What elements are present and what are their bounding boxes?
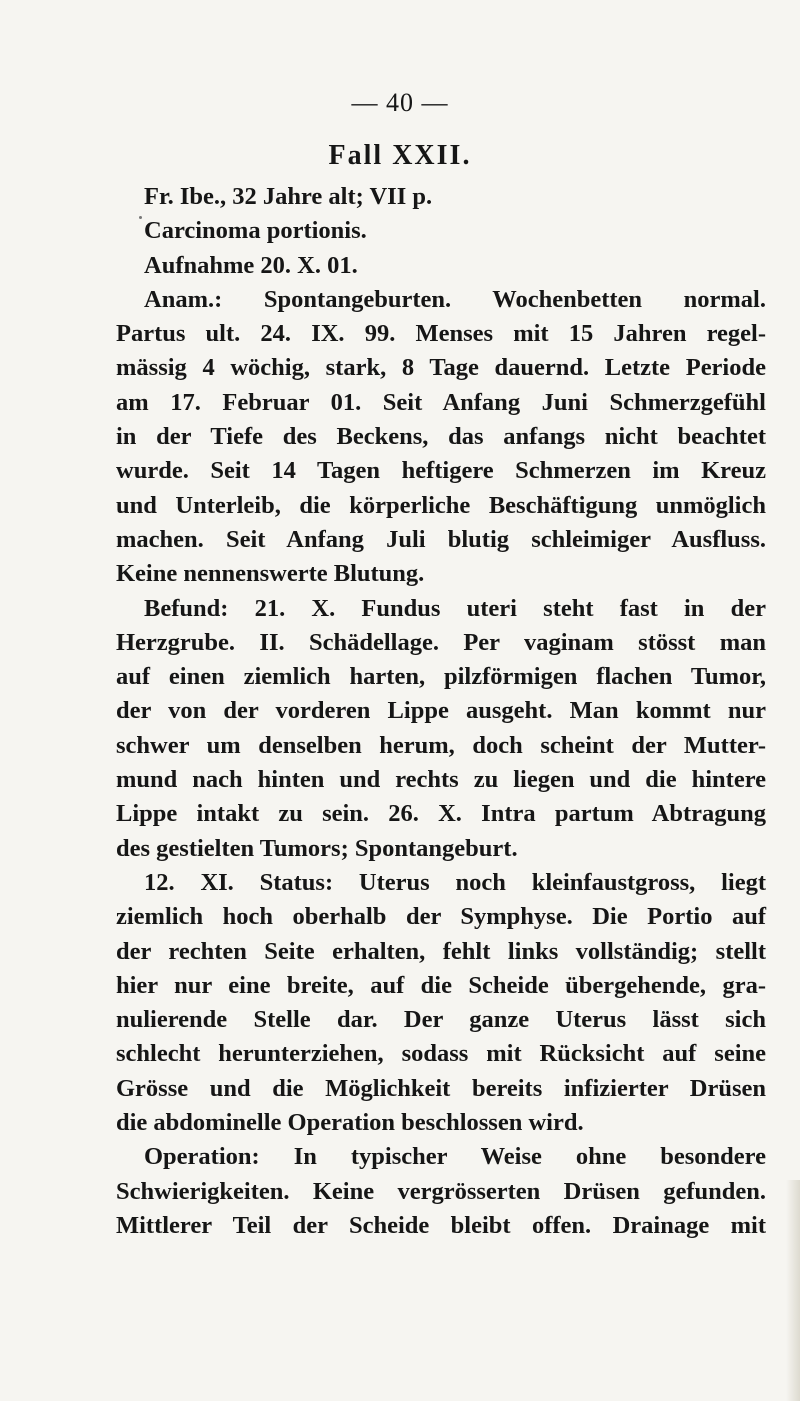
text-line: auf einen ziemlich harten, pilzförmigen flachen Tumor, [116, 663, 766, 691]
text-line: in der Tiefe des Beckens, das anfangs nicht beachtet [116, 423, 766, 451]
text-line: Aufnahme 20. X. 01. [144, 251, 358, 279]
text-line: machen. Seit Anfang Juli blutig schleimiger Ausfluss. [116, 525, 766, 553]
case-title: Fall XXII. [328, 140, 472, 171]
text-line: der von der vorderen Lippe ausgeht. Man kommt nur [116, 697, 766, 725]
print-speck [139, 216, 142, 219]
text-line: schwer um denselben herum, doch scheint der Mutter- [116, 731, 766, 759]
text-line: mässig 4 wöchig, stark, 8 Tage dauernd. Letzte Periode [116, 354, 766, 382]
text-line: Partus ult. 24. IX. 99. Menses mit 15 Jahren regel- [116, 320, 766, 348]
text-line: der rechten Seite erhalten, fehlt links vollständig; stellt [116, 937, 766, 965]
text-line: Mittlerer Teil der Scheide bleibt offen. Drainage mit [116, 1211, 766, 1239]
text-line: Herzgrube. II. Schädellage. Per vaginam stösst man [116, 628, 766, 656]
text-line: Keine nennenswerte Blutung. [116, 560, 425, 588]
text-line: Grösse und die Möglichkeit bereits infizierter Drüsen [116, 1074, 766, 1102]
text-line: Fr. Ibe., 32 Jahre alt; VII p. [144, 183, 433, 210]
page-number: — 40 — [351, 88, 449, 117]
page-edge-shadow [786, 1180, 800, 1401]
text-line: hier nur eine breite, auf die Scheide übergehende, gra- [116, 971, 766, 999]
text-line: mund nach hinten und rechts zu liegen und die hintere [116, 766, 766, 794]
text-line: nulierende Stelle dar. Der ganze Uterus lässt sich [116, 1006, 766, 1034]
text-line: ziemlich hoch oberhalb der Symphyse. Die Portio auf [116, 903, 766, 931]
text-line: 12. XI. Status: Uterus noch kleinfaustgross, liegt [144, 868, 766, 896]
text-line: und Unterleib, die körperliche Beschäftigung unmöglich [116, 491, 766, 519]
text-line: Carcinoma portionis. [144, 217, 367, 245]
text-line: Anam.: Spontangeburten. Wochenbetten normal. [144, 285, 766, 313]
text-line: wurde. Seit 14 Tagen heftigere Schmerzen im Kreuz [116, 457, 766, 485]
text-line: am 17. Februar 01. Seit Anfang Juni Schmerzgefühl [116, 388, 766, 416]
text-line: Operation: In typischer Weise ohne besondere [144, 1143, 766, 1171]
text-line: Schwierigkeiten. Keine vergrösserten Drüsen gefunden. [116, 1177, 766, 1205]
text-line: des gestielten Tumors; Spontangeburt. [116, 834, 518, 862]
text-line: Lippe intakt zu sein. 26. X. Intra partum Abtragung [116, 800, 766, 828]
case-report-text [116, 180, 766, 1243]
text-line: schlecht herunterziehen, sodass mit Rücksicht auf seine [116, 1040, 766, 1068]
text-line: Befund: 21. X. Fundus uteri steht fast in der [144, 594, 766, 622]
text-line: die abdominelle Operation beschlossen wird. [116, 1109, 584, 1137]
